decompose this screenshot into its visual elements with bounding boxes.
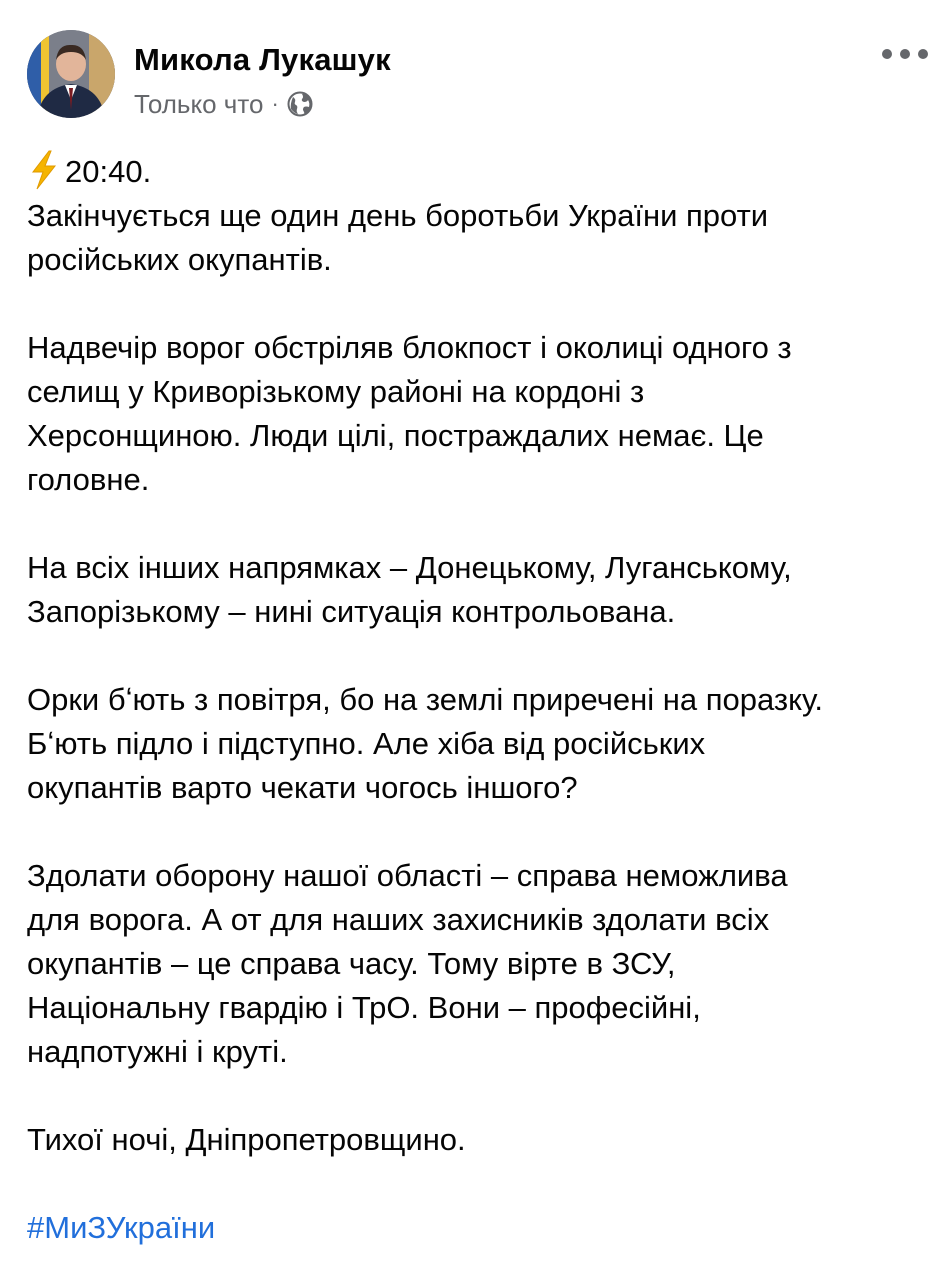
more-options-button[interactable] (882, 42, 928, 66)
paragraph-line: окупантів варто чекати чогось іншого? (27, 770, 578, 805)
paragraph-line: Закінчується ще один день боротьби України проти (27, 198, 769, 233)
paragraph-line: Херсонщиною. Люди цілі, постраждалих немає. Це (27, 418, 764, 453)
hashtag-link[interactable]: #МиЗУкраїни (27, 1210, 216, 1245)
avatar-image (27, 30, 115, 118)
paragraph-line: Здолати оборону нашої області – справа неможлива (27, 858, 788, 893)
hashtag-line (27, 1206, 927, 1250)
paragraph-line: окупантів – це справа часу. Тому вірте в ЗСУ, (27, 946, 676, 981)
paragraph-gap (27, 1074, 927, 1118)
paragraph-line: селищ у Криворізькому районі на кордоні з (27, 374, 645, 409)
paragraph-line: Надвечір ворог обстріляв блокпост і околиці одного з (27, 330, 792, 365)
paragraph-gap (27, 282, 927, 326)
time-line (27, 150, 927, 194)
post-meta (134, 88, 313, 120)
author-name[interactable]: Микола Лукашук (134, 42, 391, 77)
post-body (27, 150, 927, 1250)
paragraph-gap (27, 634, 927, 678)
paragraph-line: Тихої ночі, Дніпропетровщино. (27, 1122, 466, 1157)
paragraph-line: надпотужні і круті. (27, 1034, 288, 1069)
post-timestamp[interactable]: Только что (134, 88, 264, 119)
paragraph-line: російських окупантів. (27, 242, 332, 277)
paragraph-line: головне. (27, 462, 150, 497)
post-header (27, 30, 928, 120)
more-dot-icon (882, 49, 892, 59)
paragraph-line: для ворога. А от для наших захисників здолати всіх (27, 902, 770, 937)
globe-icon[interactable] (287, 91, 313, 117)
more-dot-icon (900, 49, 910, 59)
meta-separator: · (271, 91, 279, 116)
paragraph-line: Національну гвардію і ТрО. Вони – професійні, (27, 990, 701, 1025)
paragraph-gap (27, 1162, 927, 1206)
paragraph-gap (27, 502, 927, 546)
paragraph-line: На всіх інших напрямках – Донецькому, Луганському, (27, 550, 792, 585)
time-text: 20:40. (65, 154, 152, 189)
high-voltage-icon (27, 150, 61, 190)
paragraph-line: Орки бʻють з повітря, бо на землі приречені на поразку. (27, 682, 823, 717)
more-dot-icon (918, 49, 928, 59)
author-avatar[interactable] (27, 30, 115, 118)
paragraph-line: Бʻють підло і підступно. Але хіба від російських (27, 726, 706, 761)
paragraph-gap (27, 810, 927, 854)
paragraph-line: Запорізькому – нині ситуація контрольована. (27, 594, 676, 629)
